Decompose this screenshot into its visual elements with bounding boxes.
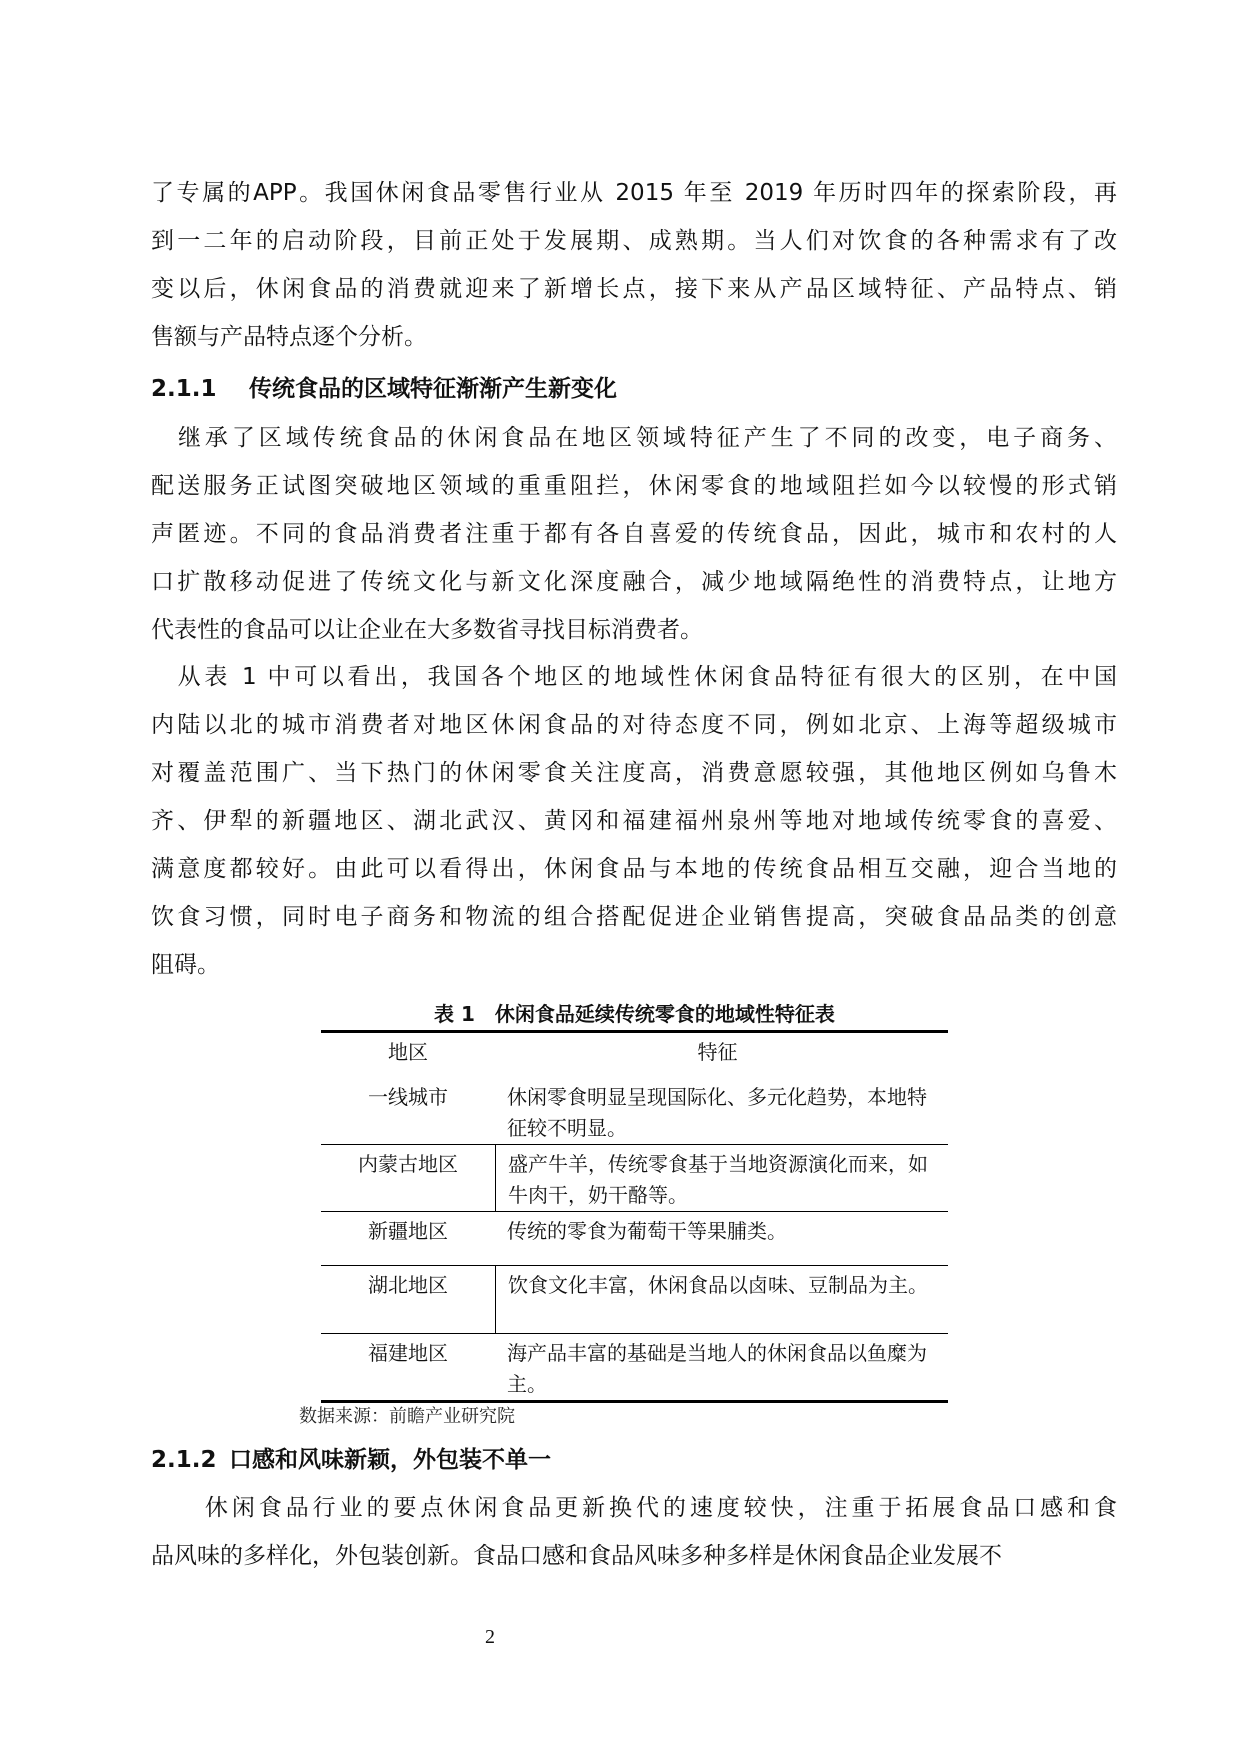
feature-cell: 海产品丰富的基础是当地人的休闲食品以鱼糜为主。 xyxy=(507,1341,927,1396)
region-cell: 湖北地区 xyxy=(321,1266,496,1333)
text-line: 内陆以北的城市消费者对地区休闲食品的对待态度不同，例如北京、上海等超级城市 xyxy=(151,712,1117,738)
table-row xyxy=(321,1265,948,1333)
section-heading-2-1-1 xyxy=(151,374,617,404)
section-heading-2-1-2 xyxy=(151,1445,551,1475)
text-line: 满意度都较好。由此可以看得出，休闲食品与本地的传统食品相互交融，迎合当地的 xyxy=(151,856,1117,882)
regional-features-table xyxy=(321,1030,948,1403)
region-cell: 内蒙古地区 xyxy=(321,1145,496,1211)
feature-cell: 饮食文化丰富，休闲食品以卤味、豆制品为主。 xyxy=(508,1273,928,1297)
table-row xyxy=(321,1144,948,1211)
text-line: 口扩散移动促进了传统文化与新文化深度融合，减少地域隔绝性的消费特点，让地方 xyxy=(151,569,1117,595)
text-line: 代表性的食品可以让企业在大多数省寻找目标消费者。 xyxy=(151,617,703,643)
text-line: 了专属的APP。我国休闲食品零售行业从 2015 年至 2019 年历时四年的探索阶段，再 xyxy=(151,180,1117,206)
region-cell: 福建地区 xyxy=(368,1341,448,1365)
table-source: 数据来源：前瞻产业研究院 xyxy=(299,1406,515,1427)
text-line: 对覆盖范围广、当下热门的休闲零食关注度高，消费意愿较强，其他地区例如乌鲁木 xyxy=(151,760,1117,786)
feature-cell: 盛产牛羊，传统零食基于当地资源演化而来，如牛肉干，奶干酪等。 xyxy=(508,1152,928,1207)
region-cell: 一线城市 xyxy=(368,1085,448,1109)
text-line: 声匿迹。不同的食品消费者注重于都有各自喜爱的传统食品，因此，城市和农村的人 xyxy=(151,521,1117,547)
text-line: 售额与产品特点逐个分析。 xyxy=(151,324,427,350)
header-region: 地区 xyxy=(388,1040,428,1064)
table-row xyxy=(321,1333,948,1400)
heading-number: 2.1.2 xyxy=(151,1447,217,1473)
text-line: 饮食习惯，同时电子商务和物流的组合搭配促进企业销售提高，突破食品品类的创意 xyxy=(151,904,1117,930)
heading-title: 口感和风味新颖，外包装不单一 xyxy=(229,1447,551,1473)
heading-title: 传统食品的区域特征渐渐产生新变化 xyxy=(249,376,617,402)
text-line: 齐、伊犁的新疆地区、湖北武汉、黄冈和福建福州泉州等地对地域传统零食的喜爱、 xyxy=(151,808,1117,834)
feature-cell: 传统的零食为葡萄干等果脯类。 xyxy=(507,1219,787,1243)
text-line: 品风味的多样化，外包装创新。食品口感和食品风味多种多样是休闲食品企业发展不 xyxy=(151,1543,1002,1569)
text-line: 从表 1 中可以看出，我国各个地区的地域性休闲食品特征有很大的区别，在中国 xyxy=(151,664,1117,690)
text-line: 配送服务正试图突破地区领域的重重阻拦，休闲零食的地域阻拦如今以较慢的形式销 xyxy=(151,473,1117,499)
text-line: 继承了区域传统食品的休闲食品在地区领域特征产生了不同的改变，电子商务、 xyxy=(151,425,1117,451)
text-line: 变以后，休闲食品的消费就迎来了新增长点，接下来从产品区域特征、产品特点、销 xyxy=(151,276,1117,302)
page-number: 2 xyxy=(485,1626,495,1648)
header-feature: 特征 xyxy=(697,1040,738,1064)
region-cell: 新疆地区 xyxy=(368,1219,448,1243)
table-caption: 表 1 休闲食品延续传统零食的地域性特征表 xyxy=(434,1002,835,1026)
text-line: 阻碍。 xyxy=(151,952,220,978)
text-line: 休闲食品行业的要点休闲食品更新换代的速度较快，注重于拓展食品口感和食 xyxy=(151,1495,1117,1521)
table-row xyxy=(321,1078,948,1144)
feature-cell: 休闲零食明显呈现国际化、多元化趋势，本地特征较不明显。 xyxy=(507,1085,927,1140)
heading-number: 2.1.1 xyxy=(151,376,217,402)
text-line: 到一二年的启动阶段，目前正处于发展期、成熟期。当人们对饮食的各种需求有了改 xyxy=(151,228,1117,254)
table-header-row xyxy=(321,1033,948,1078)
table-row xyxy=(321,1211,948,1265)
